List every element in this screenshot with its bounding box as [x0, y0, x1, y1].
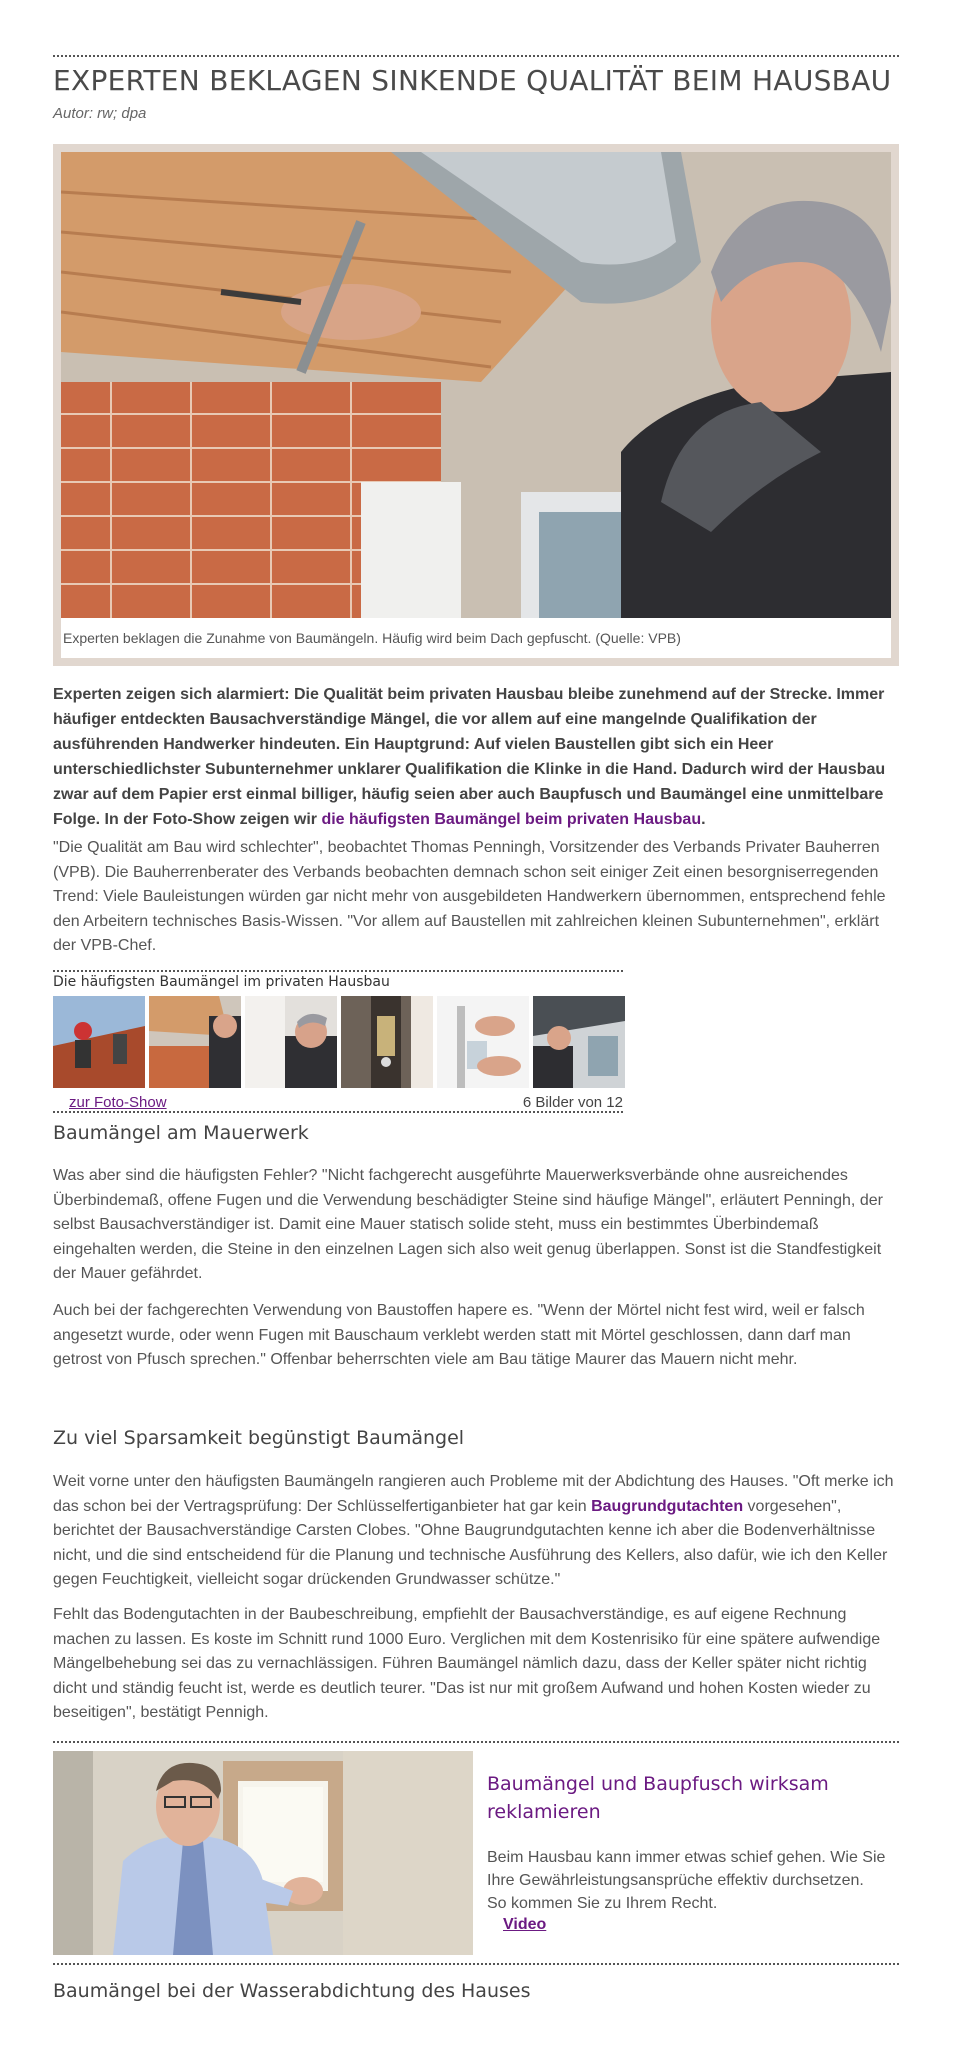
page-title: EXPERTEN BEKLAGEN SINKENDE QUALITÄT BEIM HAUSBAU [53, 64, 892, 97]
lead-paragraph: Experten zeigen sich alarmiert: Die Qualität beim privaten Hausbau bleibe zunehmend auf der Strecke. Immer häufiger entdeckten Bausachverständige Mängel, die vor allem auf eine mangelnde Qualifikation der ausführenden Handwerker hindeuten. Ein Hauptgrund: Auf vielen Baustellen gibt sich ein Heer unterschiedlichster Subunternehmer unklarer Qualifikation die Klinke in die Hand. Dadurch wird der Hausbau zwar auf dem Papier erst einmal billiger, häufig seien aber auch Baupfusch und Baumängel eine unmittelbare Folge. In der Foto-Show zeigen wir die häufigsten Baumängel beim privaten Hausbau. [53, 686, 886, 828]
body-paragraph-2: Was aber sind die häufigsten Fehler? "Nicht fachgerecht ausgeführte Mauerwerksverbände ohne ausreichendes Überbindemaß, offene Fugen und die Verwendung beschädigter Steine sind häufige Mängel", erläutert Penningh, der selbst Bausachverständiger ist. Damit eine Mauer statisch solide steht, muss ein bestimmtes Überbindemaß eingehalten werden, die Steine in den einzelnen Lagen sich also weit genug überlappen. Sonst ist die Standfestigkeit der Mauer gefährdet. [53, 1167, 883, 1282]
body-paragraph-1: "Die Qualität am Bau wird schlechter", beobachtet Thomas Penningh, Vorsitzender des Verbands Privater Bauherren (VPB). Die Bauherrenberater des Verbands beobachten demnach schon seit einiger Zeit einen besorgniserregenden Trend: Viele Bauleistungen würden gar nicht mehr von ausgebildeten Handwerkern übernommen, entsprechend fehle den Arbeitern technisches Basis-Wissen. "Vor allem auf Baustellen mit zahlreichen kleinen Subunternehmen", erklärt der VPB-Chef. [53, 839, 886, 954]
gallery-thumbnail[interactable] [341, 996, 433, 1088]
gallery-thumbnail[interactable] [53, 996, 145, 1088]
gallery-thumbnail[interactable] [245, 996, 337, 1088]
photo-show-link[interactable]: zur Foto-Show [69, 1094, 167, 1111]
gallery-thumbnail[interactable] [149, 996, 241, 1088]
gallery-bottom-divider [53, 1111, 623, 1113]
baugrundgutachten-link[interactable]: Baugrundgutachten [591, 1497, 744, 1515]
gallery-thumbnails [53, 996, 623, 1088]
gallery-thumbnail[interactable] [533, 996, 625, 1088]
section-heading-mauerwerk: Baumängel am Mauerwerk [53, 1122, 309, 1144]
promo-top-divider [53, 1741, 899, 1743]
gallery-image-count: 6 Bilder von 12 [522, 1094, 623, 1111]
article [53, 0, 899, 2002]
body-paragraph-4: Weit vorne unter den häufigsten Baumängeln rangieren auch Probleme mit der Abdichtung des Hauses. "Oft merke ich das schon bei der Vertragsprüfung: Der Schlüsselfertiganbieter hat gar kein Baugrundgutachten vorgesehen", berichtet der Bausachverständige Carsten Clobes. "Ohne Baugrundgutachten kenne ich aber die Bodenverhältnisse nicht, und die sind entscheidend für die Planung und technische Ausführung des Kellers, also dafür, wie ich den Keller gegen Feuchtigkeit, vielleicht sogar drückenden Grundwasser schütze." [53, 1473, 894, 1588]
article-author: Autor: rw; dpa [53, 105, 147, 122]
promo-description: Beim Hausbau kann immer etwas schief gehen. Wie Sie Ihre Gewährleistungsansprüche effektiv durchsetzen. So kommen Sie zu Ihrem Recht. [487, 1849, 886, 1912]
body-paragraph-5: Fehlt das Bodengutachten in der Baubeschreibung, empfiehlt der Bausachverständige, es auf eigene Rechnung machen zu lassen. Es koste im Schnitt rund 1000 Euro. Verglichen mit dem Kostenrisiko für eine spätere aufwendige Mängelbehebung sei das zu vernachlässigen. Führen Baumängel nämlich dazu, dass der Keller später nicht richtig dicht und ständig feucht ist, werde es deutlich teurer. "Das ist nur mit großem Aufwand und hohen Kosten wieder zu beseitigen", bestätigt Pennigh. [53, 1606, 881, 1721]
hero-image[interactable] [61, 152, 891, 618]
body-paragraph-3: Auch bei der fachgerechten Verwendung von Baustoffen hapere es. "Wenn der Mörtel nicht fest wird, weil er falsch angesetzt wurde, oder wenn Fugen mit Bauschaum verklebt werden statt mit Mörtel geschlossen, dann darf man getrost von Pfusch sprechen." Offenbar beherrschten viele am Bau tätige Maurer das Mauern nicht mehr. [53, 1302, 865, 1368]
hero-figure [53, 144, 899, 666]
section-heading-sparsamkeit: Zu viel Sparsamkeit begünstigt Baumängel [53, 1427, 465, 1449]
promo-title-link[interactable]: Baumängel und Baupfusch wirksam reklamieren [487, 1773, 829, 1823]
video-link[interactable]: Video [503, 1916, 547, 1933]
gallery-title: Die häufigsten Baumängel im privaten Hausbau [53, 974, 390, 990]
section-heading-wasserabdichtung: Baumängel bei der Wasserabdichtung des Hauses [53, 1980, 531, 2002]
hero-caption: Experten beklagen die Zunahme von Baumängeln. Häufig wird beim Dach gepfuscht. (Quelle: VPB) [61, 618, 891, 658]
lead-link[interactable]: die häufigsten Baumängel beim privaten Hausbau [321, 811, 702, 828]
promo-video-thumbnail[interactable] [53, 1751, 473, 1955]
photo-gallery-teaser [53, 970, 623, 1112]
gallery-thumbnail[interactable] [437, 996, 529, 1088]
promo-bottom-divider [53, 1963, 899, 1965]
